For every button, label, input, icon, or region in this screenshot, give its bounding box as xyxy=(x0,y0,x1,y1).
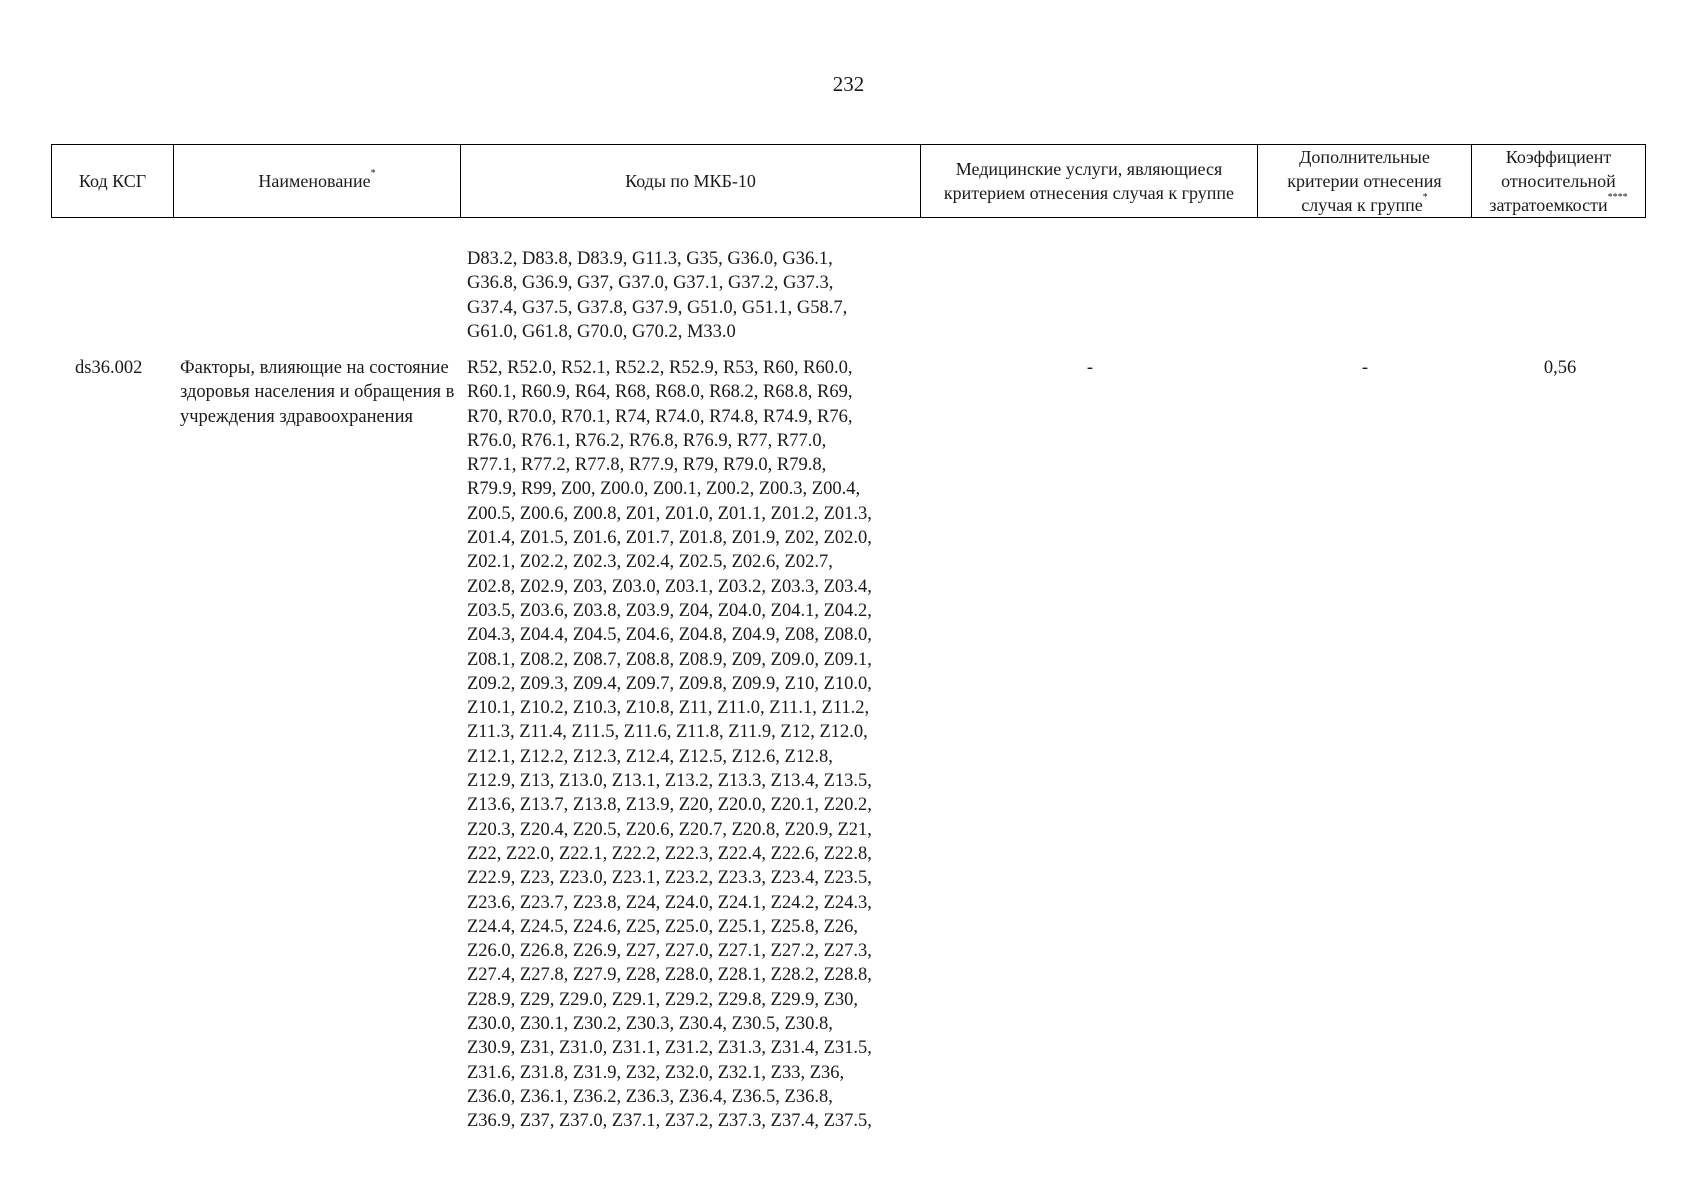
header-name-footnote-mark: * xyxy=(370,168,376,179)
header-kod xyxy=(52,145,174,218)
header-medical-services-label: Медицинские услуги, являющиеся критерием отнесения случая к группе xyxy=(943,159,1235,203)
header-coefficient-footnote-mark: **** xyxy=(1607,192,1628,203)
header-name-label: Наименование xyxy=(258,171,371,191)
header-extra-criteria-label: Дополнительные критерии отнесения случая к группе xyxy=(1287,147,1442,215)
header-icd-codes-label: Коды по МКБ-10 xyxy=(625,171,756,191)
header-name xyxy=(174,145,461,218)
page-number: 232 xyxy=(832,72,865,96)
continued-icd-codes: D83.2, D83.8, D83.9, G11.3, G35, G36.0, G36.1, G36.8, G36.9, G37, G37.0, G37.1, G37.2, G37.3, G37.4, G37.5, G37.8, G37.9, G51.0, G51.1, G58.7, G61.0, G61.8, G70.0, G70.2, M33.0 xyxy=(467,249,848,342)
header-kod-label: Код КСГ xyxy=(78,171,147,191)
row-coefficient: 0,56 xyxy=(1543,358,1577,378)
header-extra-criteria-footnote-mark: * xyxy=(1422,192,1428,203)
header-icd-codes xyxy=(461,145,921,218)
table-header xyxy=(51,144,1646,218)
header-coefficient xyxy=(1472,145,1646,218)
row-icd-codes: R52, R52.0, R52.1, R52.2, R52.9, R53, R60, R60.0, R60.1, R60.9, R64, R68, R68.0, R68.2, R68.8, R69, R70, R70.0, R70.1, R74, R74.0, R74.8, R74.9, R76, R76.0, R76.1, R76.2, R76.8, R76.9, R77, R77.0, R77.1, R77.2, R77.8, R77.9, R79, R79.0, R79.8, R79.9, R99, Z00, Z00.0, Z00.1, Z00.2, Z00.3, Z00.4, Z00.5, Z00.6, Z00.8, Z01, Z01.0, Z01.1, Z01.2, Z01.3, Z01.4, Z01.5, Z01.6, Z01.7, Z01.8, Z01.9, Z02, Z02.0, Z02.1, Z02.2, Z02.3, Z02.4, Z02.5, Z02.6, Z02.7, Z02.8, Z02.9, Z03, Z03.0, Z03.1, Z03.2, Z03.3, Z03.4, Z03.5, Z03.6, Z03.8, Z03.9, Z04, Z04.0, Z04.1, Z04.2, Z04.3, Z04.4, Z04.5, Z04.6, Z04.8, Z04.9, Z08, Z08.0, Z08.1, Z08.2, Z08.7, Z08.8, Z08.9, Z09, Z09.0, Z09.1, Z09.2, Z09.3, Z09.4, Z09.7, Z09.8, Z09.9, Z10, Z10.0, Z10.1, Z10.2, Z10.3, Z10.8, Z11, Z11.0, Z11.1, Z11.2, Z11.3, Z11.4, Z11.5, Z11.6, Z11.8, Z11.9, Z12, Z12.0, Z12.1, Z12.2, Z12.3, Z12.4, Z12.5, Z12.6, Z12.8, Z12.9, Z13, Z13.0, Z13.1, Z13.2, Z13.3, Z13.4, Z13.5, Z13.6, Z13.7, Z13.8, Z13.9, Z20, Z20.0, Z20.1, Z20.2, Z20.3, Z20.4, Z20.5, Z20.6, Z20.7, Z20.8, Z20.9, Z21, Z22, Z22.0, Z22.1, Z22.2, Z22.3, Z22.4, Z22.6, Z22.8, Z22.9, Z23, Z23.0, Z23.1, Z23.2, Z23.3, Z23.4, Z23.5, Z23.6, Z23.7, Z23.8, Z24, Z24.0, Z24.1, Z24.2, Z24.3, Z24.4, Z24.5, Z24.6, Z25, Z25.0, Z25.1, Z25.8, Z26, Z26.0, Z26.8, Z26.9, Z27, Z27.0, Z27.1, Z27.2, Z27.3, Z27.4, Z27.8, Z27.9, Z28, Z28.0, Z28.1, Z28.2, Z28.8, Z28.9, Z29, Z29.0, Z29.1, Z29.2, Z29.8, Z29.9, Z30, Z30.0, Z30.1, Z30.2, Z30.3, Z30.4, Z30.5, Z30.8, Z30.9, Z31, Z31.0, Z31.1, Z31.2, Z31.3, Z31.4, Z31.5, Z31.6, Z31.8, Z31.9, Z32, Z32.0, Z32.1, Z33, Z36, Z36.0, Z36.1, Z36.2, Z36.3, Z36.4, Z36.5, Z36.8, Z36.9, Z37, Z37.0, Z37.1, Z37.2, Z37.3, Z37.4, Z37.5, xyxy=(467,358,872,1132)
header-medical-services xyxy=(921,145,1258,218)
row-kod: ds36.002 xyxy=(75,358,143,378)
header-coefficient-label: Коэффициент относительной затратоемкости xyxy=(1489,147,1616,215)
row-extra-criteria: - xyxy=(1361,358,1369,378)
header-extra-criteria xyxy=(1258,145,1472,218)
row-medical-services: - xyxy=(1086,358,1094,378)
row-name: Факторы, влияющие на состояние здоровья населения и обращения в учреждения здравоохранения xyxy=(180,358,455,427)
